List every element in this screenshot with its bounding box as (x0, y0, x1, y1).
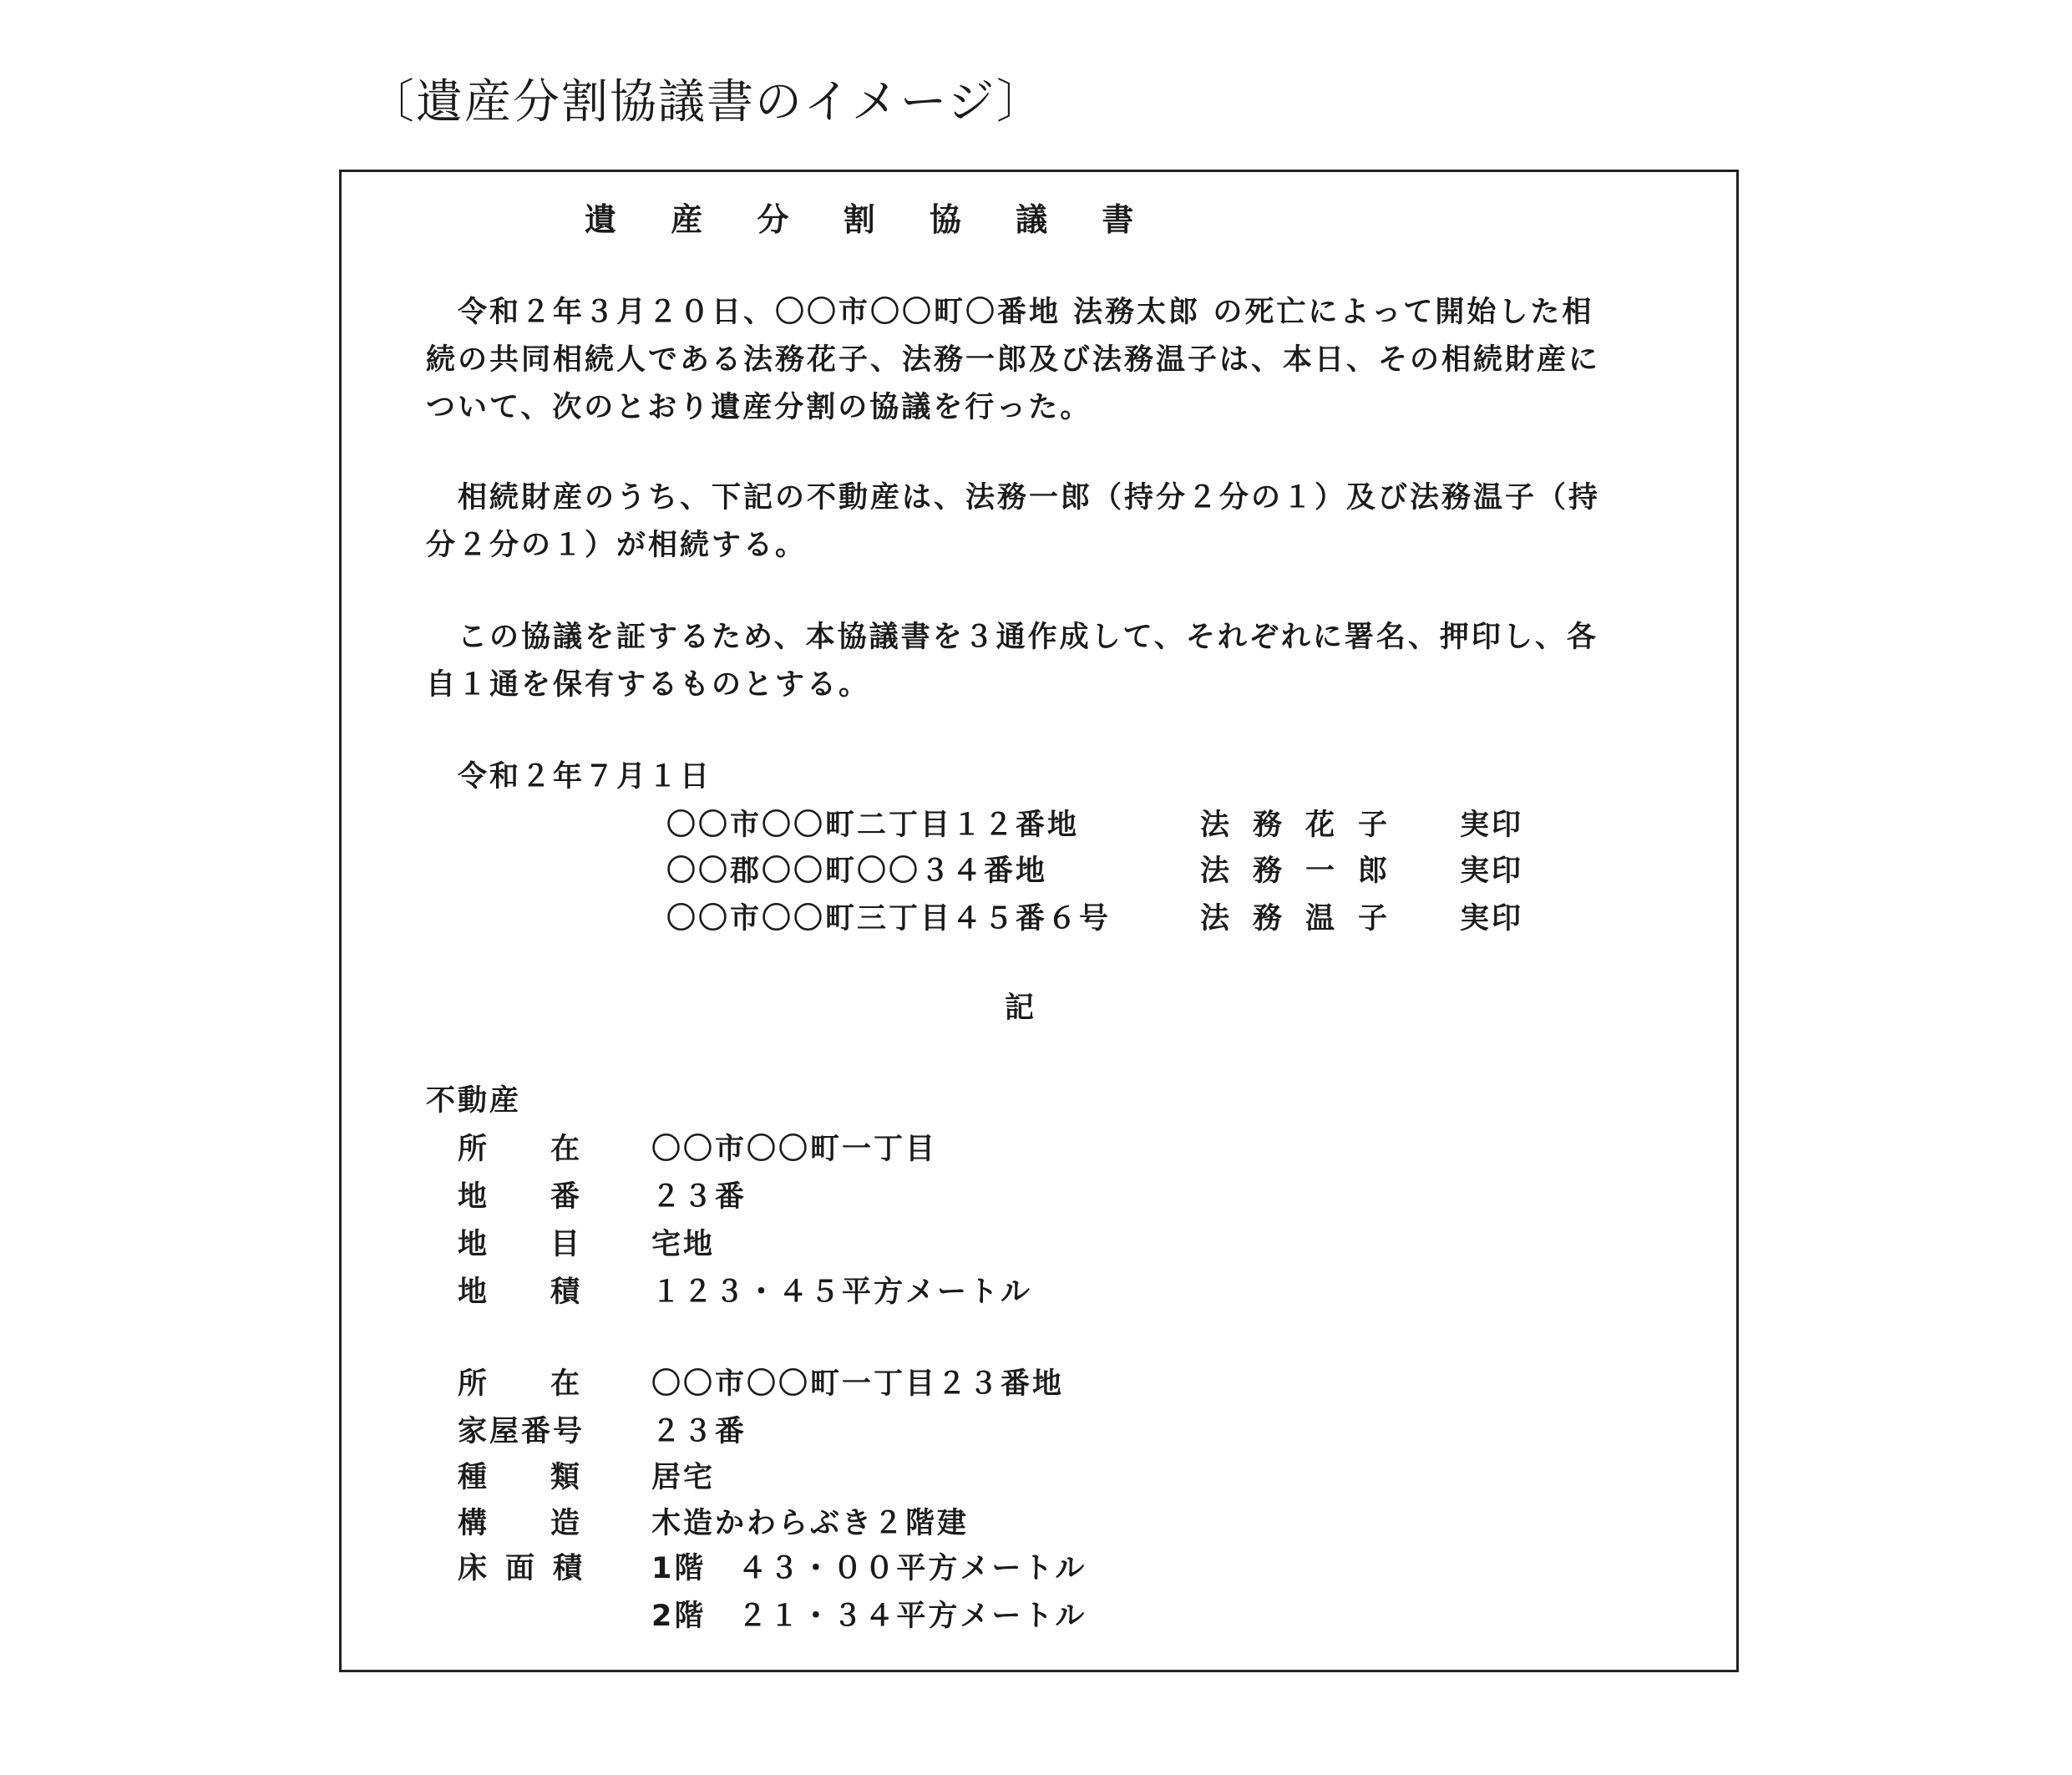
paragraph-line: 分２分の１）が相続する。 (426, 529, 808, 562)
signatory-name: 法務一郎 (1200, 855, 1411, 888)
property-value: 居宅 (651, 1461, 716, 1494)
signatory-name: 法務温子 (1200, 902, 1411, 936)
signatory-name: 法務花子 (1200, 809, 1411, 842)
property-label: 地番 (458, 1180, 644, 1214)
signatory-address: 〇〇市〇〇町二丁目１２番地 (666, 809, 1080, 842)
section-heading: 不動産 (426, 1084, 522, 1118)
property-value: 木造かわらぶき２階建 (651, 1507, 970, 1540)
paragraph-line: この協議を証するため、本協議書を３通作成して、それぞれに署名、押印し、各 (426, 621, 1598, 654)
property-value: ２３番 (651, 1415, 747, 1448)
paragraph-line: 自１通を保有するものとする。 (426, 668, 871, 702)
property-label: 地目 (458, 1228, 644, 1261)
property-value: 宅地 (651, 1228, 716, 1261)
signatory-address: 〇〇市〇〇町三丁目４５番６号 (666, 902, 1112, 936)
paragraph-line: 続の共同相続人である法務花子、法務一郎及び法務温子は、本日、その相続財産に (426, 343, 1601, 377)
property-value: 2階 ２１・３４平方メートル (651, 1600, 1087, 1633)
signatory-address: 〇〇郡〇〇町〇〇３４番地 (666, 855, 1048, 888)
property-value: ２３番 (651, 1180, 747, 1214)
property-label: 家屋番号 (458, 1415, 585, 1448)
property-value: 〇〇市〇〇町一丁目２３番地 (651, 1367, 1065, 1401)
property-label: 所在 (458, 1367, 644, 1401)
paragraph-line: 相続財産のうち、下記の不動産は、法務一郎（持分２分の１）及び法務温子（持 (426, 481, 1601, 515)
property-value: 1階 ４３・００平方メートル (651, 1552, 1087, 1585)
property-label: 床面積 (458, 1552, 601, 1585)
paragraph-line: 令和２年３月２０日、〇〇市〇〇町〇番地 法務太郎 の死亡によって開始した相 (426, 296, 1594, 329)
property-label: 所在 (458, 1133, 644, 1166)
paragraph-line: ついて、次のとおり遺産分割の協議を行った。 (426, 391, 1092, 424)
agreement-date: 令和２年７月１日 (426, 760, 712, 794)
seal-mark: 実印 (1460, 809, 1524, 842)
property-value: 〇〇市〇〇町一丁目 (651, 1133, 938, 1166)
seal-mark: 実印 (1460, 855, 1524, 888)
seal-mark: 実印 (1460, 902, 1524, 936)
property-label: 構造 (458, 1507, 644, 1540)
property-value: １２３・４５平方メートル (651, 1275, 1033, 1309)
page-caption: 〔遺産分割協議書のイメージ〕 (367, 75, 1045, 129)
document-title: 遺 産 分 割 協 議 書 (585, 201, 1156, 238)
property-label: 地積 (458, 1275, 644, 1309)
property-label: 種類 (458, 1461, 644, 1494)
ki-heading: 記 (1005, 991, 1037, 1025)
